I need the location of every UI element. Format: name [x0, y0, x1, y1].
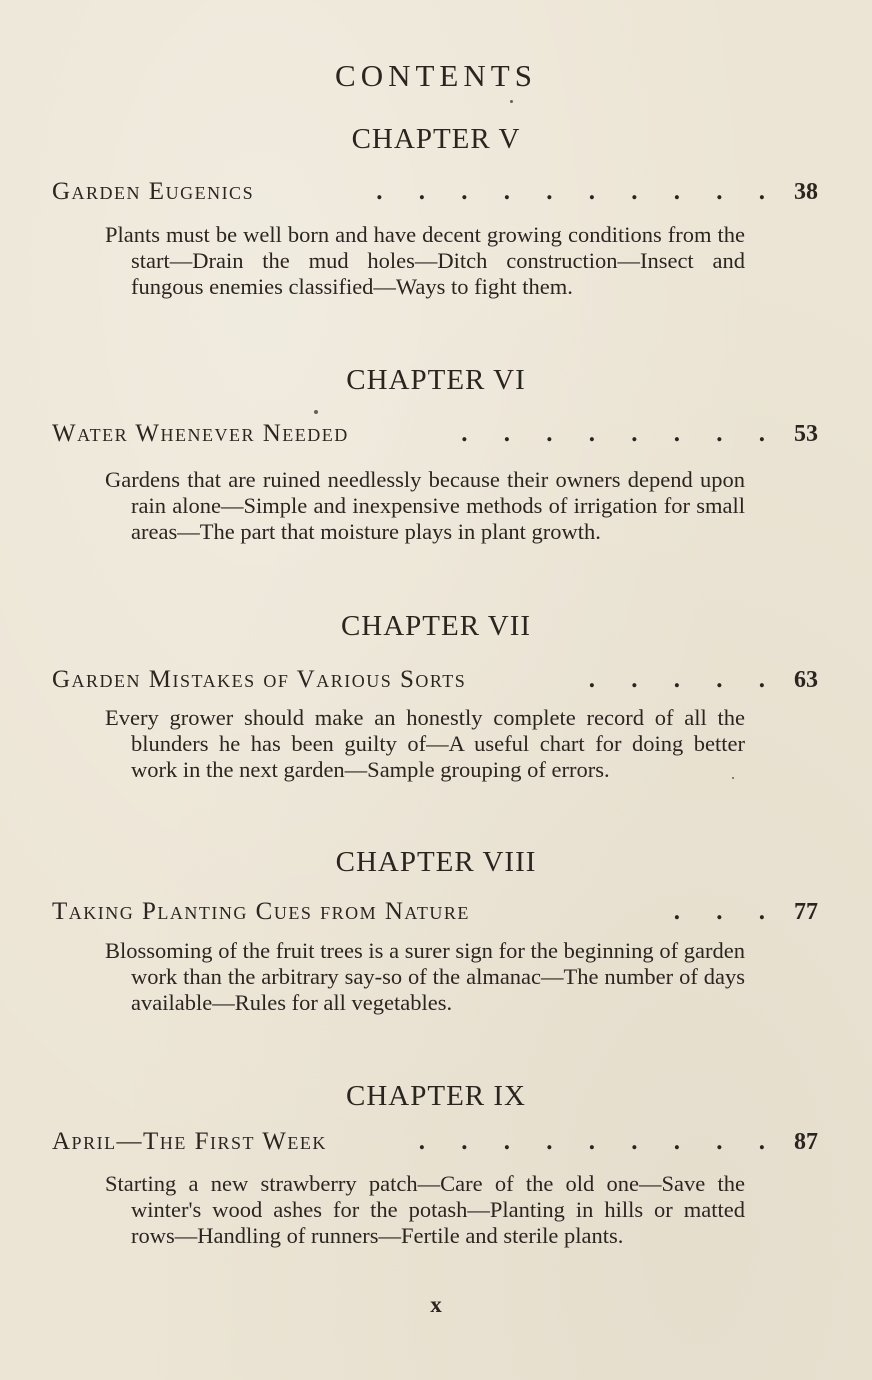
dot-leader: . . . . . . . . . — [418, 1128, 780, 1155]
paper-speck — [510, 100, 513, 103]
chapter-heading: CHAPTER VI — [346, 364, 526, 396]
chapter-summary: Plants must be well born and have decent growing conditions from the start—Drain the mud holes—Ditch construction—Insect and fungous enemies classified—Ways to fight them. — [105, 222, 745, 299]
toc-entry[interactable] — [52, 178, 818, 212]
toc-entry-title: Water Whenever Needed — [52, 420, 349, 447]
toc-entry-page: 38 — [794, 179, 818, 205]
dot-leader: . . . — [673, 898, 780, 925]
toc-entry-page: 53 — [794, 421, 818, 447]
toc-entry-title: Garden Eugenics — [52, 178, 255, 205]
toc-entry-title: April—The First Week — [52, 1128, 327, 1155]
dot-leader: . . . . . — [588, 666, 780, 693]
toc-entry[interactable] — [52, 1128, 818, 1162]
toc-entry-title: Taking Planting Cues from Nature — [52, 898, 470, 925]
chapter-heading: CHAPTER VIII — [335, 846, 537, 878]
chapter-summary: Gardens that are ruined needlessly because their owners depend upon rain alone—Simple and inexpensive methods of irrigation for small areas—The part that moisture plays in plant growth. — [105, 467, 745, 544]
toc-entry[interactable] — [52, 666, 818, 700]
chapter-heading: CHAPTER IX — [346, 1080, 526, 1112]
dot-leader: . . . . . . . . — [461, 420, 780, 447]
chapter-heading: CHAPTER VII — [340, 610, 532, 642]
toc-entry[interactable] — [52, 898, 818, 932]
paper-speck — [732, 777, 734, 779]
page-heading: CONTENTS — [335, 58, 537, 93]
dot-leader: . . . . . . . . . . — [376, 178, 780, 205]
chapter-summary: Blossoming of the fruit trees is a surer sign for the beginning of garden work than the arbitrary say-so of the almanac—The number of days available—Rules for all vegetables. — [105, 938, 745, 1015]
paper-speck — [314, 410, 318, 414]
chapter-heading: CHAPTER V — [351, 123, 521, 155]
toc-entry-page: 87 — [794, 1129, 818, 1155]
chapter-summary: Every grower should make an honestly complete record of all the blunders he has been guilty of—A useful chart for doing better work in the next garden—Sample grouping of errors. — [105, 705, 745, 782]
toc-entry-page: 77 — [794, 899, 818, 925]
toc-entry-page: 63 — [794, 667, 818, 693]
chapter-summary: Starting a new strawberry patch—Care of the old one—Save the winter's wood ashes for the potash—Planting in hills or matted rows—Handling of runners—Fertile and sterile plants. — [105, 1171, 745, 1248]
toc-entry-title: Garden Mistakes of Various Sorts — [52, 666, 467, 693]
toc-entry[interactable] — [52, 420, 818, 454]
page-number-footer: x — [430, 1292, 442, 1317]
